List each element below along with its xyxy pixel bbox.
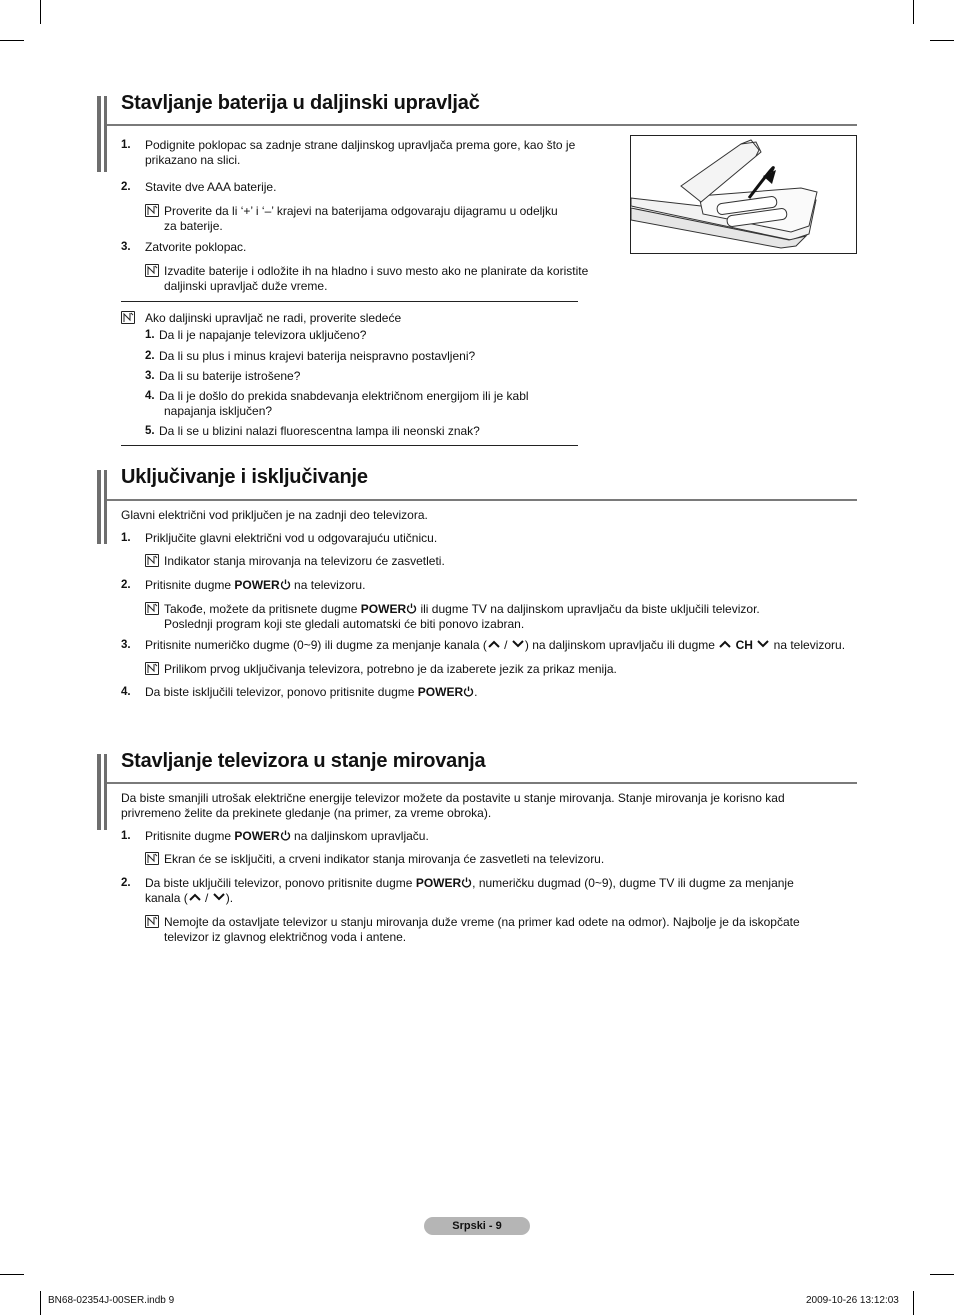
step-text: Priključite glavni električni vod u odgovarajuću utičnicu. <box>145 531 438 545</box>
check-item: Da li su baterije istrošene? <box>159 369 301 383</box>
intro-text: privremeno želite da prekinete gledanje (na primer, za vreme obroka). <box>121 806 492 820</box>
note-text: Proverite da li ‘+’ i ‘–’ krajevi na baterijama odgovaraju dijagramu u odeljku <box>164 204 558 218</box>
check-item: napajanja isključen? <box>164 404 273 418</box>
note-icon <box>145 662 159 675</box>
crop-mark <box>913 0 914 24</box>
note-text: Izvadite baterije i odložite ih na hladno i suvo mesto ako ne planirate da koristite <box>164 264 589 278</box>
chevron-up-icon <box>487 639 501 649</box>
step-text: Da biste uključili televizor, ponovo pritisnite dugme POWER , numeričku dugmad (0~9), dugme TV ili dugme za menjanje <box>145 876 794 890</box>
crop-mark <box>930 40 954 41</box>
step-number: 1. <box>121 830 131 842</box>
check-item: Da li su plus i minus krajevi baterija neispravno postavljeni? <box>159 349 476 363</box>
note-text: daljinski upravljač duže vreme. <box>164 279 328 293</box>
power-icon <box>280 830 291 841</box>
page-number-badge: Srpski - 9 <box>424 1217 530 1235</box>
note-icon <box>145 915 159 928</box>
section-title: Uključivanje i isključivanje <box>121 466 368 488</box>
crop-mark <box>40 1291 41 1315</box>
chevron-up-icon <box>718 639 732 649</box>
chevron-down-icon <box>212 892 226 902</box>
divider <box>121 445 578 446</box>
step-number: 1. <box>121 139 131 151</box>
section-title: Stavljanje baterija u daljinski upravljač <box>121 92 480 114</box>
note-text: za baterije. <box>164 219 223 233</box>
step-text: Pritisnite numeričko dugme (0~9) ili dugme za menjanje kanala ( / ) na daljinskom upravljaču ili dugme CH na televizoru. <box>145 638 846 652</box>
note-text: Poslednji program koji ste gledali automatski će biti ponovo izabran. <box>164 617 525 631</box>
step-number: 3. <box>121 241 131 253</box>
check-intro: Ako daljinski upravljač ne radi, proverite sledeće <box>145 311 402 325</box>
step-text: prikazano na slici. <box>145 153 241 167</box>
print-file-name: BN68-02354J-00SER.indb 9 <box>48 1295 175 1306</box>
check-number: 3. <box>145 370 155 382</box>
note-text: Nemojte da ostavljate televizor u stanju mirovanja duže vreme (na primer kad odete na odmor). Najbolje je da iskopčate <box>164 915 800 929</box>
check-number: 5. <box>145 425 155 437</box>
power-icon <box>461 877 472 888</box>
step-text: kanala ( / ). <box>145 891 234 905</box>
step-text: Podignite poklopac sa zadnje strane daljinskog upravljača prema gore, kao što je <box>145 138 576 152</box>
note-icon <box>145 852 159 865</box>
note-icon <box>145 554 159 567</box>
check-number: 1. <box>145 329 155 341</box>
step-number: 2. <box>121 579 131 591</box>
step-text: Pritisnite dugme POWER na daljinskom upravljaču. <box>145 829 429 843</box>
step-text: Da biste isključili televizor, ponovo pritisnite dugme POWER . <box>145 685 478 699</box>
crop-mark <box>930 1274 954 1275</box>
note-text: Prilikom prvog uključivanja televizora, potrebno je da izaberete jezik za prikaz menija. <box>164 662 617 676</box>
check-number: 2. <box>145 350 155 362</box>
intro-text: Glavni električni vod priključen je na zadnji deo televizora. <box>121 508 428 522</box>
note-text: televizor iz glavnog električnog voda i antene. <box>164 930 407 944</box>
chevron-up-icon <box>188 892 202 902</box>
check-item: Da li se u blizini nalazi fluorescentna lampa ili neonski znak? <box>159 424 480 438</box>
print-timestamp: 2009-10-26 13:12:03 <box>806 1295 899 1306</box>
note-icon <box>121 311 135 324</box>
step-number: 4. <box>121 686 131 698</box>
note-text: Indikator stanja mirovanja na televizoru će zasvetleti. <box>164 554 445 568</box>
step-text: Stavite dve AAA baterije. <box>145 180 277 194</box>
chevron-down-icon <box>756 639 770 649</box>
check-item: Da li je napajanje televizora uključeno? <box>159 328 367 342</box>
crop-mark <box>40 0 41 24</box>
note-icon <box>145 264 159 277</box>
remote-battery-illustration <box>630 135 857 254</box>
step-number: 3. <box>121 639 131 651</box>
divider <box>121 301 578 302</box>
step-number: 2. <box>121 877 131 889</box>
step-text: Zatvorite poklopac. <box>145 240 247 254</box>
crop-mark <box>913 1291 914 1315</box>
step-text: Pritisnite dugme POWER na televizoru. <box>145 578 366 592</box>
check-number: 4. <box>145 390 155 402</box>
intro-text: Da biste smanjili utrošak električne energije televizor možete da postavite u stanje mirovanja. Stanje mirovanja je korisno kad <box>121 791 785 805</box>
step-number: 1. <box>121 532 131 544</box>
check-item: Da li je došlo do prekida snabdevanja električnom energijom ili je kabl <box>159 389 529 403</box>
power-icon <box>280 579 291 590</box>
section-title: Stavljanje televizora u stanje mirovanja <box>121 750 486 772</box>
crop-mark <box>0 40 24 41</box>
note-icon <box>145 204 159 217</box>
power-icon <box>406 603 417 614</box>
note-text: Takođe, možete da pritisnete dugme POWER ili dugme TV na daljinskom upravljaču da biste uključili televizor. <box>164 602 760 616</box>
crop-mark <box>0 1274 24 1275</box>
step-number: 2. <box>121 181 131 193</box>
note-text: Ekran će se isključiti, a crveni indikator stanja mirovanja će zasvetleti na televizoru. <box>164 852 605 866</box>
note-icon <box>145 602 159 615</box>
power-icon <box>463 686 474 697</box>
chevron-down-icon <box>511 639 525 649</box>
